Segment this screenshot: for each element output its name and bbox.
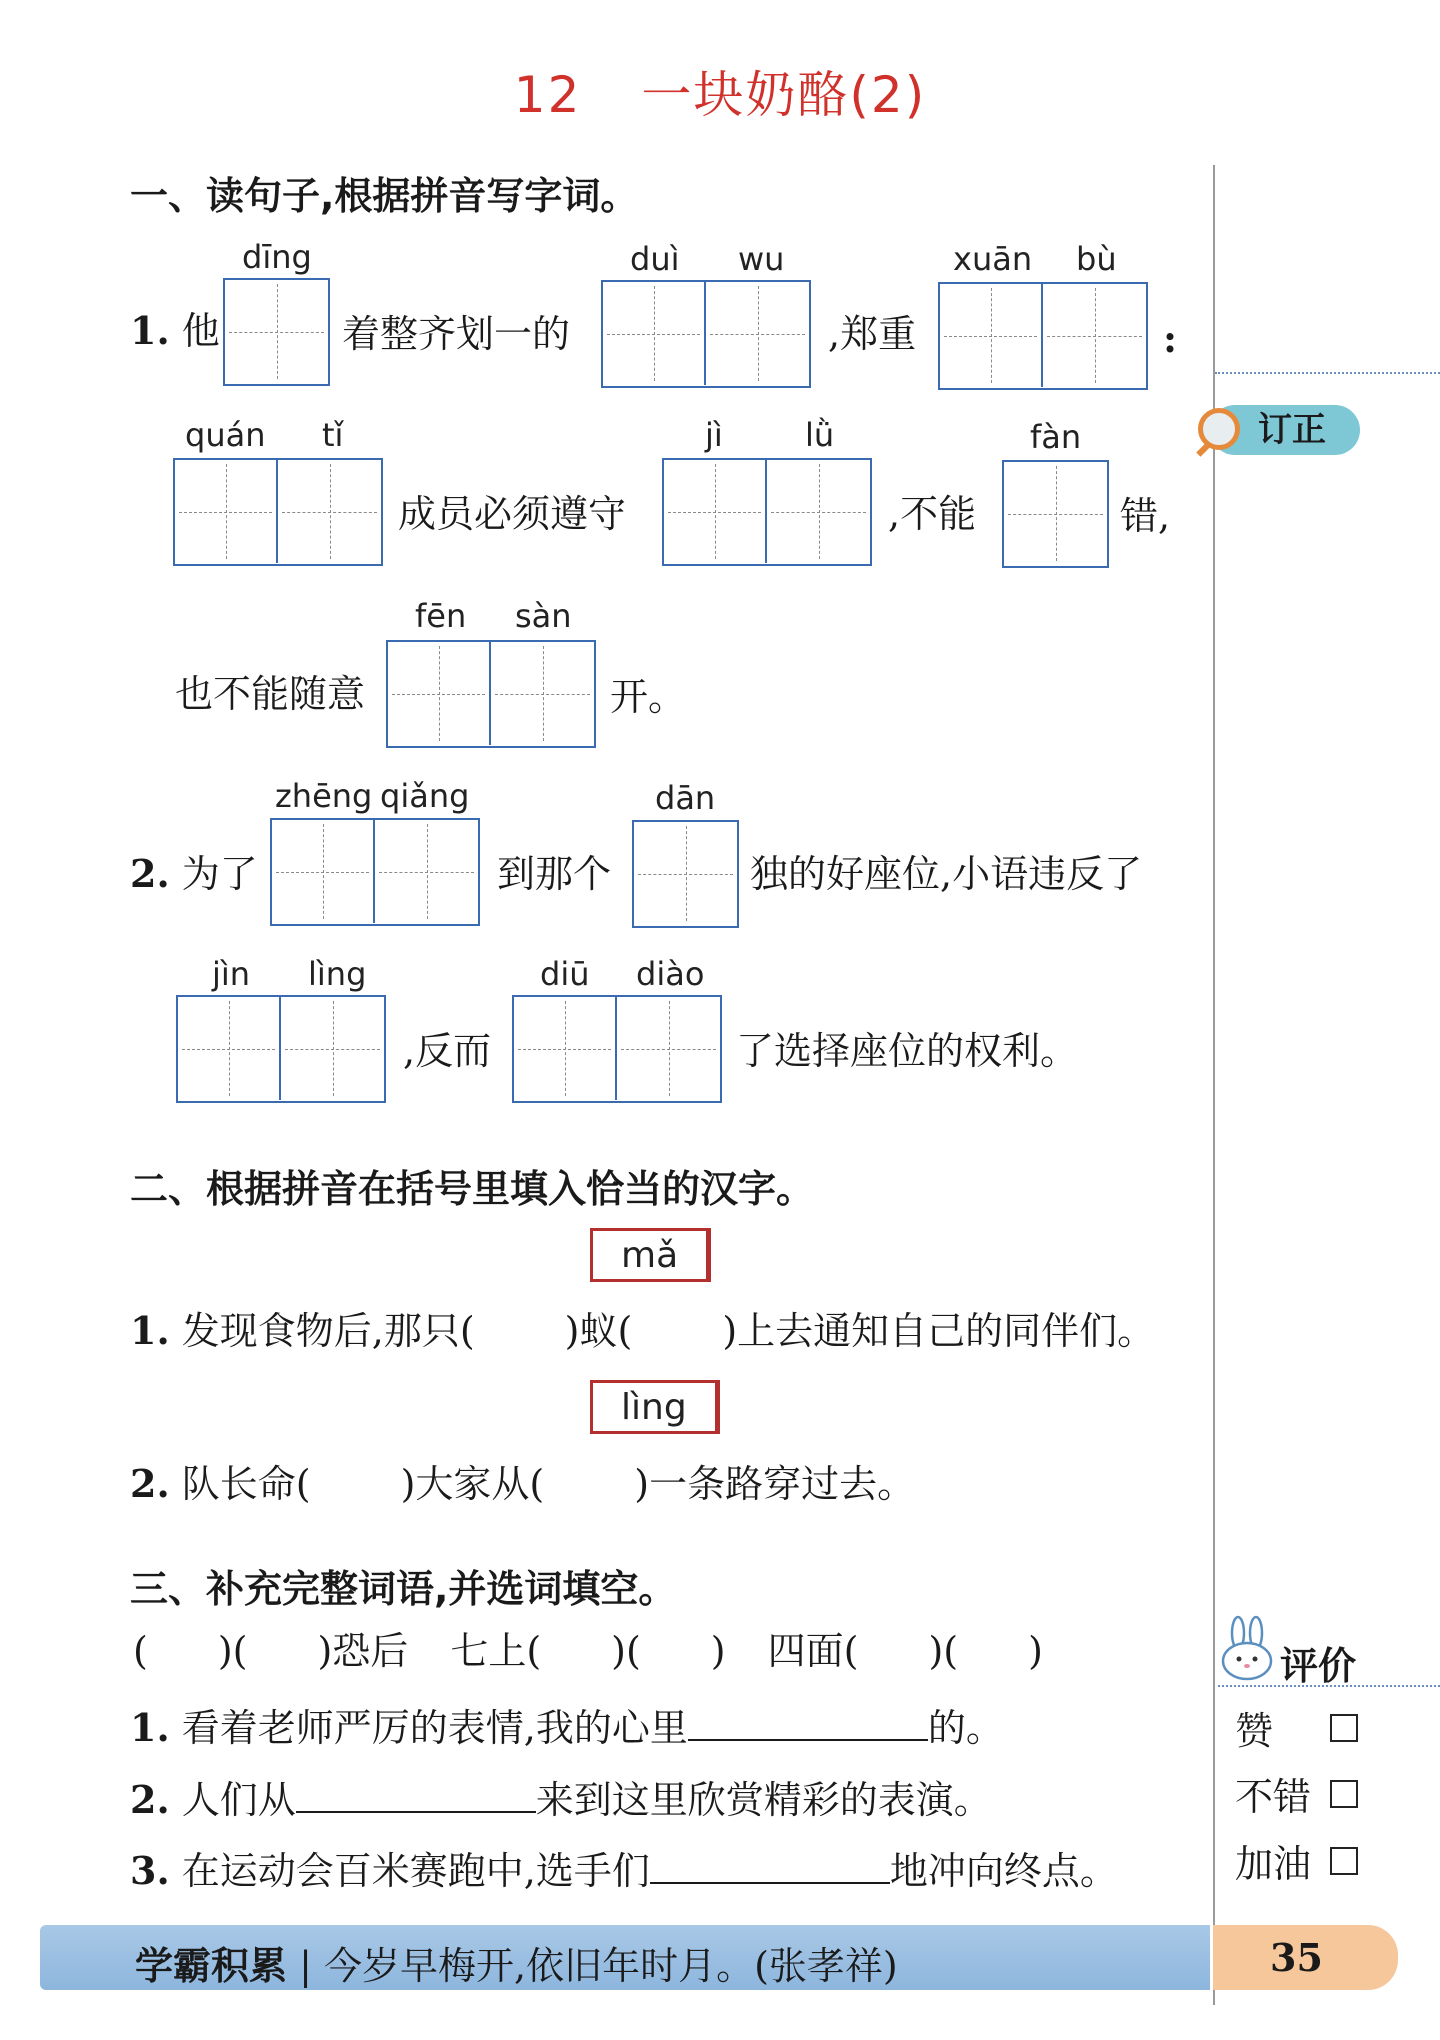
eval-checkbox-2[interactable] <box>1330 1780 1358 1808</box>
answer-grid-fensan[interactable] <box>386 640 596 748</box>
s3-q3-part-a: 在运动会百米赛跑中,选手们 <box>181 1849 650 1893</box>
eval-option-3-label: 加油 <box>1235 1842 1312 1886</box>
correction-badge: 订正 <box>1210 405 1360 455</box>
pinyin-xuan: xuān <box>953 240 1033 278</box>
page-title <box>0 55 1440 127</box>
idiom3-b: )( <box>928 1629 959 1673</box>
s2-q2-number: 2. <box>130 1461 170 1506</box>
s3-q3-part-b: 地冲向终点。 <box>889 1849 1118 1893</box>
idiom2-a: 七上( <box>450 1629 542 1673</box>
pinyin-san: sàn <box>515 597 572 635</box>
idiom2-b: )( <box>611 1629 641 1673</box>
idiom3-c: ) <box>1028 1629 1043 1673</box>
lesson-number: 12 <box>513 66 582 124</box>
evaluation-divider <box>1218 1685 1440 1687</box>
idiom-row <box>133 1629 1043 1673</box>
footer-quote-text: 今岁早梅开,依旧年时月。(张孝祥) <box>323 1944 898 1988</box>
q1-text-buneng: ,不能 <box>888 492 977 536</box>
magnifier-handle <box>1196 441 1212 457</box>
q1-text-colon: : <box>1163 316 1178 361</box>
pinyin-jin: jìn <box>212 955 251 993</box>
q1-number: 1. <box>130 308 170 353</box>
s2-q1-part-a: 发现食物后,那只( <box>181 1309 475 1353</box>
footer-label: 学霸积累 <box>135 1943 288 1988</box>
margin-divider <box>1215 372 1440 374</box>
lesson-title: 一块奶酪(2) <box>641 66 927 124</box>
s3-q1-part-a: 看着老师严厉的表情,我的心里 <box>181 1706 688 1750</box>
answer-grid-diudiao[interactable] <box>512 995 722 1103</box>
s2-q1-part-c: )上去通知自己的同伴们。 <box>722 1309 1156 1353</box>
q2-text-dao: 到那个 <box>497 852 612 896</box>
q1-text-ta: 他 <box>181 309 220 353</box>
s2-q2-part-b: )大家从( <box>400 1462 545 1506</box>
s3-q2-part-a: 人们从 <box>181 1778 296 1822</box>
pinyin-qiang: qiǎng <box>380 777 470 815</box>
q1-text-zhe: 着整齐划一的 <box>342 312 571 356</box>
eval-option-2-label: 不错 <box>1235 1775 1312 1819</box>
s3-q2-part-b: 来到这里欣赏精彩的表演。 <box>535 1778 992 1822</box>
pinyin-dan: dān <box>655 779 716 817</box>
q2-text-du: 独的好座位,小语违反了 <box>750 852 1143 896</box>
q1-text-chengyuan: 成员必须遵守 <box>398 492 627 536</box>
evaluation-title: 评价 <box>1280 1644 1357 1688</box>
answer-grid-jinling[interactable] <box>176 995 386 1103</box>
pinyin-bu: bù <box>1076 240 1117 278</box>
section2-heading: 二、根据拼音在括号里填入恰当的汉字。 <box>130 1167 815 1211</box>
answer-grid-dan[interactable] <box>632 820 739 928</box>
footer-quote: 学霸积累 | 今岁早梅开,依旧年时月。(张孝祥) <box>135 1943 898 1988</box>
q2-number: 2. <box>130 851 170 896</box>
s3-blank-3[interactable] <box>650 1848 890 1884</box>
answer-grid-fan[interactable] <box>1002 460 1109 568</box>
idiom1-b: )( <box>217 1629 248 1673</box>
q2-text-weile: 为了 <box>181 852 258 896</box>
eval-option-2 <box>1235 1775 1312 1819</box>
rabbit-icon <box>1218 1615 1276 1683</box>
s2-q1-part-b: )蚁( <box>564 1309 633 1353</box>
pinyin-ding: dīng <box>242 238 312 276</box>
pinyin-dui: duì <box>630 240 680 278</box>
answer-grid-xuanbu[interactable] <box>938 282 1148 390</box>
answer-grid-zhengqiang[interactable] <box>270 818 480 926</box>
answer-grid-quanti[interactable] <box>173 458 383 566</box>
pinyin-ti: tǐ <box>322 416 344 454</box>
page-number: 35 <box>1270 1935 1323 1980</box>
answer-grid-ding[interactable] <box>223 278 330 386</box>
pinyin-fan: fàn <box>1030 418 1082 456</box>
idiom1-c: )恐后 <box>317 1629 409 1673</box>
pinyin-zheng: zhēng <box>275 777 373 815</box>
s3-q2-number: 2. <box>130 1777 170 1822</box>
s3-blank-2[interactable] <box>296 1777 536 1813</box>
answer-grid-jilu[interactable] <box>662 458 872 566</box>
s2-q2-part-a: 队长命( <box>181 1462 311 1506</box>
q1-text-ye: 也不能随意 <box>175 672 366 716</box>
pinyin-box-ling: lìng <box>590 1380 720 1434</box>
answer-grid-duiwu[interactable] <box>601 280 811 388</box>
eval-option-1-label: 赞 <box>1235 1709 1274 1753</box>
q2-text-faner: ,反而 <box>403 1029 492 1073</box>
idiom1-a: ( <box>133 1629 148 1673</box>
eval-checkbox-1[interactable] <box>1330 1714 1358 1742</box>
pinyin-box-ma: mǎ <box>590 1228 711 1282</box>
s3-q1-part-b: 的。 <box>927 1706 1004 1750</box>
pinyin-ji: jì <box>705 416 723 454</box>
q1-text-cuo: 错, <box>1120 494 1171 538</box>
pinyin-quan: quán <box>185 416 266 454</box>
eval-option-1 <box>1235 1709 1274 1753</box>
pinyin-diao: diào <box>636 955 705 993</box>
section1-heading: 一、读句子,根据拼音写字词。 <box>130 174 639 218</box>
q1-text-kai: 开。 <box>610 675 687 719</box>
eval-checkbox-3[interactable] <box>1330 1847 1358 1875</box>
idiom2-c: ) <box>710 1629 726 1673</box>
s3-blank-1[interactable] <box>688 1705 928 1741</box>
s3-q1-number: 1. <box>130 1705 170 1750</box>
idiom3-a: 四面( <box>767 1629 859 1673</box>
pinyin-lu: lǜ <box>805 416 835 454</box>
pinyin-fen: fēn <box>415 597 467 635</box>
section3-heading: 三、补充完整词语,并选词填空。 <box>130 1567 677 1611</box>
s3-q3-number: 3. <box>130 1848 170 1893</box>
q2-text-le: 了选择座位的权利。 <box>736 1029 1079 1073</box>
eval-option-3 <box>1235 1842 1312 1886</box>
pinyin-wu: wu <box>738 240 785 278</box>
s2-q1-number: 1. <box>130 1308 170 1353</box>
s2-q2-part-c: )一条路穿过去。 <box>634 1462 916 1506</box>
q1-text-zheng: ,郑重 <box>828 312 917 356</box>
pinyin-ling: lìng <box>308 955 367 993</box>
pinyin-diu: diū <box>540 955 590 993</box>
